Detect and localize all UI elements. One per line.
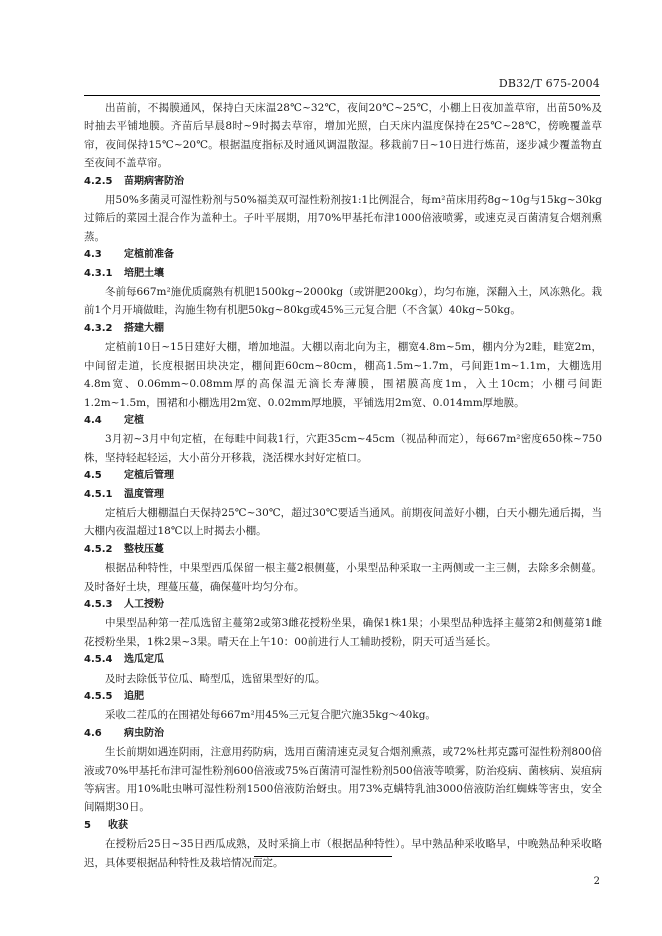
section-heading bbox=[84, 541, 602, 559]
paragraph: 采收二茬瓜的在围裙处每667m²用45%三元复合肥穴施35kg～40kg。 bbox=[105, 709, 436, 722]
section-heading bbox=[84, 725, 602, 743]
section-number: 4.3.1 bbox=[84, 267, 113, 279]
section-title: 整枝压蔓 bbox=[124, 543, 164, 555]
section-title: 定植前准备 bbox=[124, 249, 174, 261]
paragraph: 生长前期如遇连阴雨，注意用药防病，选用百菌清速克灵复合烟剂熏蒸，或72%杜邦克露可湿性粉剂800倍液或70%甲基托布津可湿性粉剂600倍液或75%百菌清可湿性粉剂500倍液等喷雾，防治疫病、菌核病、炭疽病等病害。用10%吡虫啉可湿性粉剂1500倍液防治蚜虫。用73%克螨特乳油3000倍液防治红蜘蛛等害虫，安全间隔期30日。 bbox=[84, 746, 602, 814]
section-title: 温度管理 bbox=[124, 488, 164, 500]
page-number: 2 bbox=[593, 876, 600, 887]
paragraph: 及时去除低节位瓜、畸型瓜，选留果型好的瓜。 bbox=[105, 672, 326, 685]
section-heading bbox=[84, 467, 602, 485]
section-number: 4.3 bbox=[84, 249, 102, 261]
section-title: 人工授粉 bbox=[124, 598, 164, 610]
section-heading bbox=[84, 688, 602, 706]
paragraph: 出苗前，不揭膜通风，保持白天床温28℃~32℃，夜间20℃~25℃，小棚上日夜加盖草帘，出苗50%及时抽去平铺地膜。齐苗后早晨8时~9时揭去草帘，增加光照，白天床内温度保持在25℃~28℃，傍晚覆盖草帘，夜间保持15℃~20℃。根据温度指标及时通风调温散湿。移栽前7日~10日进行炼苗，逐步减少覆盖物直至夜间不盖草帘。 bbox=[84, 102, 602, 170]
section-number: 4.5.1 bbox=[84, 488, 113, 500]
section-number: 4.5.3 bbox=[84, 598, 113, 610]
section-title: 培肥土壤 bbox=[124, 267, 164, 279]
section-title: 定植 bbox=[124, 414, 144, 426]
section-title: 定植后管理 bbox=[124, 470, 174, 482]
section-heading bbox=[84, 173, 602, 191]
document-number: DB32/T 675-2004 bbox=[498, 77, 600, 90]
end-rule bbox=[254, 856, 392, 857]
section-title: 选瓜定瓜 bbox=[124, 654, 164, 666]
section-number: 4.5.5 bbox=[84, 691, 113, 702]
section-number: 4.2.5 bbox=[84, 175, 113, 187]
paragraph: 中果型品种第一茬瓜选留主蔓第2或第3雌花授粉坐果，确保1株1果；小果型品种选择主蔓第2和侧蔓第1雌花授粉坐果，1株2果~3果。晴天在上午10：00前进行人工辅助授粉，阴天可适当延长。 bbox=[84, 617, 602, 648]
paragraph: 定植后大棚棚温白天保持25℃~30℃，超过30℃要适当通风。前期夜间盖好小棚，白天小棚先通后揭，当大棚内夜温超过18℃以上时揭去小棚。 bbox=[84, 506, 602, 538]
header-rule bbox=[84, 95, 600, 96]
paragraph: 用50%多菌灵可湿性粉剂与50%福美双可湿性粉剂按1:1比例混合，每m²苗床用药8g~10g与15kg~30kg过筛后的菜园土混合作为盖种土。子叶平展期，用70%甲基托布津1000倍液喷雾，或速克灵百菌清复合烟剂熏蒸。 bbox=[84, 194, 602, 243]
section-number: 5 bbox=[84, 819, 91, 831]
paragraph: 3月初~3月中旬定植，在每畦中间栽1行，穴距35cm~45cm（视品种而定），每667m²密度650株~750株，坚持轻起轻运，大小苗分开移栽，浇活棵水封好定植口。 bbox=[84, 433, 602, 464]
section-heading bbox=[84, 596, 602, 614]
section-number: 4.4 bbox=[84, 414, 102, 426]
section-title: 苗期病害防治 bbox=[124, 175, 184, 187]
section-title: 收获 bbox=[108, 819, 128, 831]
section-title: 病虫防治 bbox=[124, 727, 164, 739]
document-body bbox=[84, 99, 602, 872]
section-heading bbox=[84, 265, 602, 283]
paragraph: 定植前10日~15日建好大棚，增加地温。大棚以南北向为主，棚宽4.8m~5m，棚内分为2畦，畦宽2m，中间留走道，长度根据田块决定，棚间距60cm~80cm，棚高1.5m~1.7m，弓间距1m~1.1m，大棚选用4.8m宽、0.06mm~0.08mm厚的高保温无滴长寿薄膜，围裙膜高度1m，入土10cm；小棚弓间距1.2m~1.5m，围裙和小棚选用2m宽、0.02mm厚地膜，平铺选用2m宽、0.014mm厚地膜。 bbox=[84, 341, 602, 409]
section-heading bbox=[84, 817, 602, 835]
section-number: 4.5.4 bbox=[84, 654, 113, 666]
paragraph: 冬前每667m²施优质腐熟有机肥1500kg~2000kg（或饼肥200kg），均匀布施，深翻入土，风冻熟化。栽前1个月开墒做畦，沟施生物有机肥50kg~80kg或45%三元复合肥（不含氯）40kg~50kg。 bbox=[84, 286, 602, 317]
section-heading bbox=[84, 412, 602, 430]
section-heading bbox=[84, 320, 602, 338]
section-number: 4.5 bbox=[84, 470, 102, 482]
section-title: 搭建大棚 bbox=[124, 322, 164, 334]
section-number: 4.5.2 bbox=[84, 543, 113, 555]
paragraph: 根据品种特性，中果型西瓜保留一根主蔓2根侧蔓，小果型品种采取一主两侧或一主三侧，去除多余侧蔓。及时备好土块，理蔓压蔓，确保蔓叶均匀分布。 bbox=[84, 562, 602, 593]
section-heading bbox=[84, 486, 602, 504]
section-title: 追肥 bbox=[124, 691, 144, 702]
section-heading bbox=[84, 651, 602, 669]
section-number: 4.3.2 bbox=[84, 322, 113, 334]
paragraph: 在授粉后25日~35日西瓜成熟，及时采摘上市（根据品种特性）。早中熟品种采收略早，中晚熟品种采收略迟，具体要根据品种特性及栽培情况而定。 bbox=[84, 838, 602, 869]
section-number: 4.6 bbox=[84, 727, 102, 739]
section-heading bbox=[84, 246, 602, 264]
